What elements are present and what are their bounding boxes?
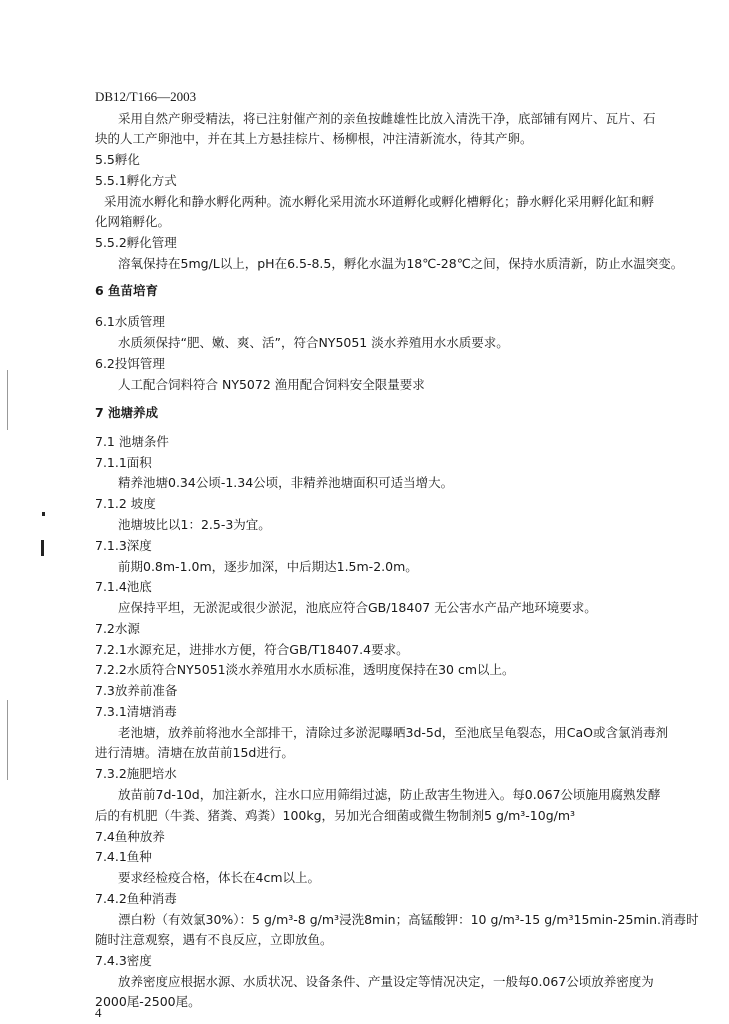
paragraph-line: 前期0.8m-1.0m，逐步加深，中后期达1.5m-2.0m。 — [118, 559, 418, 574]
paragraph-line: 采用自然产卵受精法，将已注射催产剂的亲鱼按雌雄性比放入清洗干净，底部铺有网片、瓦片、石 — [118, 111, 656, 126]
paragraph-line: 放养密度应根据水源、水质状况、设备条件、产量设定等情况决定，一般每0.067公顷放养密度为 — [118, 974, 654, 989]
paragraph-line: 应保持平坦，无淤泥或很少淤泥，池底应符合GB/18407 无公害水产品产地环境要求。 — [118, 600, 597, 615]
paragraph-line: 放苗前7d-10d，加注新水，注水口应用筛绢过滤，防止敌害生物进入。每0.067公顷施用腐熟发酵 — [118, 787, 661, 802]
paragraph-line: 块的人工产卵池中，并在其上方悬挂棕片、杨柳根，冲注清新流水，待其产卵。 — [95, 131, 533, 146]
section-heading: 7.1 池塘条件 — [95, 434, 169, 449]
subsection-heading: 7.1.4池底 — [95, 579, 152, 594]
paragraph-line: 人工配合饲料符合 NY5072 渔用配合饲料安全限量要求 — [118, 377, 425, 392]
section-heading: 6.2投饵管理 — [95, 356, 165, 371]
subsection-heading: 7.1.1面积 — [95, 455, 152, 470]
subsection-heading: 7.1.2 坡度 — [95, 496, 156, 511]
paragraph-line: 溶氧保持在5mg/L以上，pH在6.5-8.5，孵化水温为18℃-28℃之间，保持水质清新，防止水温突变。 — [118, 256, 684, 271]
paragraph-line: 精养池塘0.34公顷-1.34公顷，非精养池塘面积可适当增大。 — [118, 475, 454, 490]
paragraph-line: 2000尾-2500尾。 — [95, 994, 201, 1009]
section-heading: 5.5孵化 — [95, 152, 140, 167]
subsection-heading: 7.3.1清塘消毒 — [95, 704, 177, 719]
subsection-heading: 5.5.1孵化方式 — [95, 173, 177, 188]
page-number: 4 — [95, 1005, 102, 1020]
paragraph-line: 进行清塘。清塘在放苗前15d进行。 — [95, 745, 294, 760]
paragraph-line: 后的有机肥（牛粪、猪粪、鸡粪）100kg，另加光合细菌或微生物制剂5 g/m³-10g/m³ — [95, 808, 576, 823]
scan-speck — [42, 512, 45, 516]
subsection-heading: 7.3.2施肥培水 — [95, 766, 177, 781]
section-heading: 7.4鱼种放养 — [95, 829, 165, 844]
paragraph-line: 水质须保持“肥、嫩、爽、活”，符合NY5051 淡水养殖用水水质要求。 — [118, 335, 509, 350]
section-heading: 6.1水质管理 — [95, 314, 165, 329]
scan-speck — [41, 540, 44, 556]
paragraph-line: 采用流水孵化和静水孵化两种。流水孵化采用流水环道孵化或孵化槽孵化；静水孵化采用孵化缸和孵 — [104, 194, 655, 209]
paragraph-line: 漂白粉（有效氯30%）：5 g/m³-8 g/m³浸洗8min；高锰酸钾：10 g/m³-15 g/m³15min-25min.消毒时 — [118, 912, 699, 927]
paragraph-line: 化网箱孵化。 — [95, 214, 171, 229]
subsection-heading: 7.4.2鱼种消毒 — [95, 891, 177, 906]
scan-speck — [7, 370, 8, 430]
subsection-heading: 7.1.3深度 — [95, 538, 152, 553]
chapter-heading: 7 池塘养成 — [95, 405, 159, 420]
subsection-heading: 7.4.1鱼种 — [95, 849, 152, 864]
paragraph-line: 要求经检疫合格，体长在4cm以上。 — [118, 870, 321, 885]
paragraph-line: 7.2.1水源充足，进排水方便，符合GB/T18407.4要求。 — [95, 642, 409, 657]
section-heading: 7.2水源 — [95, 621, 140, 636]
scan-speck — [7, 700, 8, 780]
chapter-heading: 6 鱼苗培育 — [95, 283, 159, 298]
subsection-heading: 7.4.3密度 — [95, 953, 152, 968]
paragraph-line: 7.2.2水质符合NY5051淡水养殖用水水质标准，透明度保持在30 cm以上。 — [95, 662, 515, 677]
paragraph-line: 老池塘，放养前将池水全部排干，清除过多淤泥曝晒3d-5d，至池底呈龟裂态，用CaO或含氯消毒剂 — [118, 725, 669, 740]
section-heading: 7.3放养前准备 — [95, 683, 178, 698]
document-code-header: DB12/T166—2003 — [95, 89, 197, 104]
subsection-heading: 5.5.2孵化管理 — [95, 235, 177, 250]
paragraph-line: 池塘坡比以1：2.5-3为宜。 — [118, 517, 271, 532]
paragraph-line: 随时注意观察，遇有不良反应，立即放鱼。 — [95, 932, 333, 947]
